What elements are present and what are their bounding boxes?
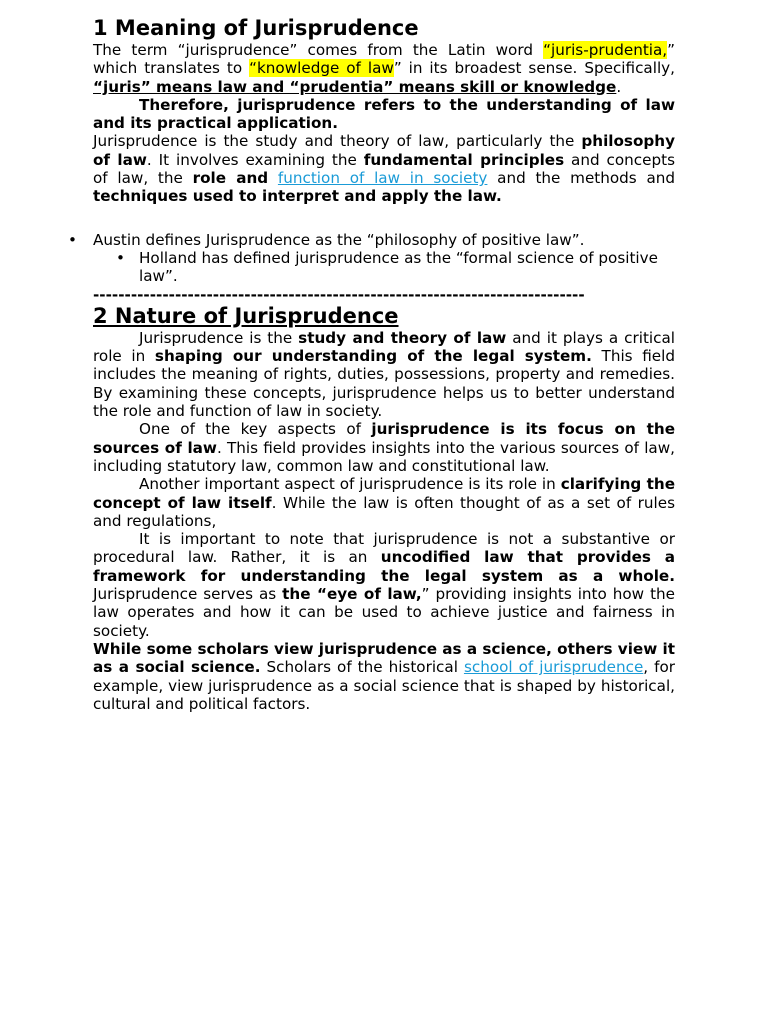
section-2-paragraph-1: Jurisprudence is the study and theory of law and it plays a critical role in shaping our understanding of the legal system. This field includes the meaning of rights, duties, possessions, property and remedies. By examining these concepts, jurisprudence helps us to better understand the role and function of law in society. [93, 328, 675, 421]
blank-line [93, 206, 675, 224]
section-2-paragraph-3: Another important aspect of jurisprudence is its role in clarifying the concept of law itself. While the law is often thought of as a set of rules and regulations, [93, 475, 675, 530]
link-school-of-jurisprudence[interactable]: school of jurisprudence [463, 658, 644, 677]
highlight-knowledge-of-law: “knowledge of law [249, 59, 394, 78]
section-2-paragraph-5: While some scholars view jurisprudence as a science, others view it as a social science. Scholars of the historical school of jurisprudence, for example, view jurisprudence as a social science that is shaped by historical, cultural and political factors. [93, 639, 675, 713]
section-1-paragraph-2: Therefore, jurisprudence refers to the understanding of law and its practical application. [93, 95, 675, 133]
document-body [68, 16, 676, 713]
list-item: • Austin defines Jurisprudence as the “philosophy of positive law”. [68, 230, 585, 249]
section-1-paragraph-3: Jurisprudence is the study and theory of law, particularly the philosophy of law. It involves examining the fundamental principles and concepts of law, the role and function of law in society and the methods and techniques used to interpret and apply the law. [93, 132, 676, 206]
section-2-paragraph-2: One of the key aspects of jurisprudence is its focus on the sources of law. This field provides insights into the various sources of law, including statutory law, common law and constitutional law. [93, 420, 675, 475]
section-1-heading: 1 Meaning of Jurisprudence [93, 16, 419, 40]
highlight-juris-prudentia: “juris-prudentia, [543, 41, 668, 59]
section-2-heading: 2 Nature of Jurisprudence [93, 303, 399, 328]
section-1-paragraph-1: The term “jurisprudence” comes from the Latin word “juris-prudentia,” which translates to “knowledge of law” in its broadest sense. Specifically, “juris” means law and “prudentia” means skill or knowledge. [93, 41, 675, 96]
section-2-paragraph-4: It is important to note that jurisprudence is not a substantive or procedural law. Rather, it is an uncodified law that provides a framework for understanding the legal system as a whole. Jurisprudence serves as the “eye of law,” providing insights into how the law operates and how it can be used to achieve justice and fairness in society. [93, 530, 675, 640]
bullet-icon: • [116, 248, 125, 267]
link-function-of-law-in-society[interactable]: function of law in society [277, 169, 488, 188]
definitions-list [68, 230, 675, 286]
list-item: • Holland has defined jurisprudence as the “formal science of positive law”. [116, 248, 658, 286]
bullet-icon: • [68, 230, 77, 249]
emphasis-juris-meaning: “juris” means law and “prudentia” means skill or knowledge [93, 77, 617, 96]
dashed-divider: ------------------------------------------------------------------------------ [93, 285, 585, 304]
